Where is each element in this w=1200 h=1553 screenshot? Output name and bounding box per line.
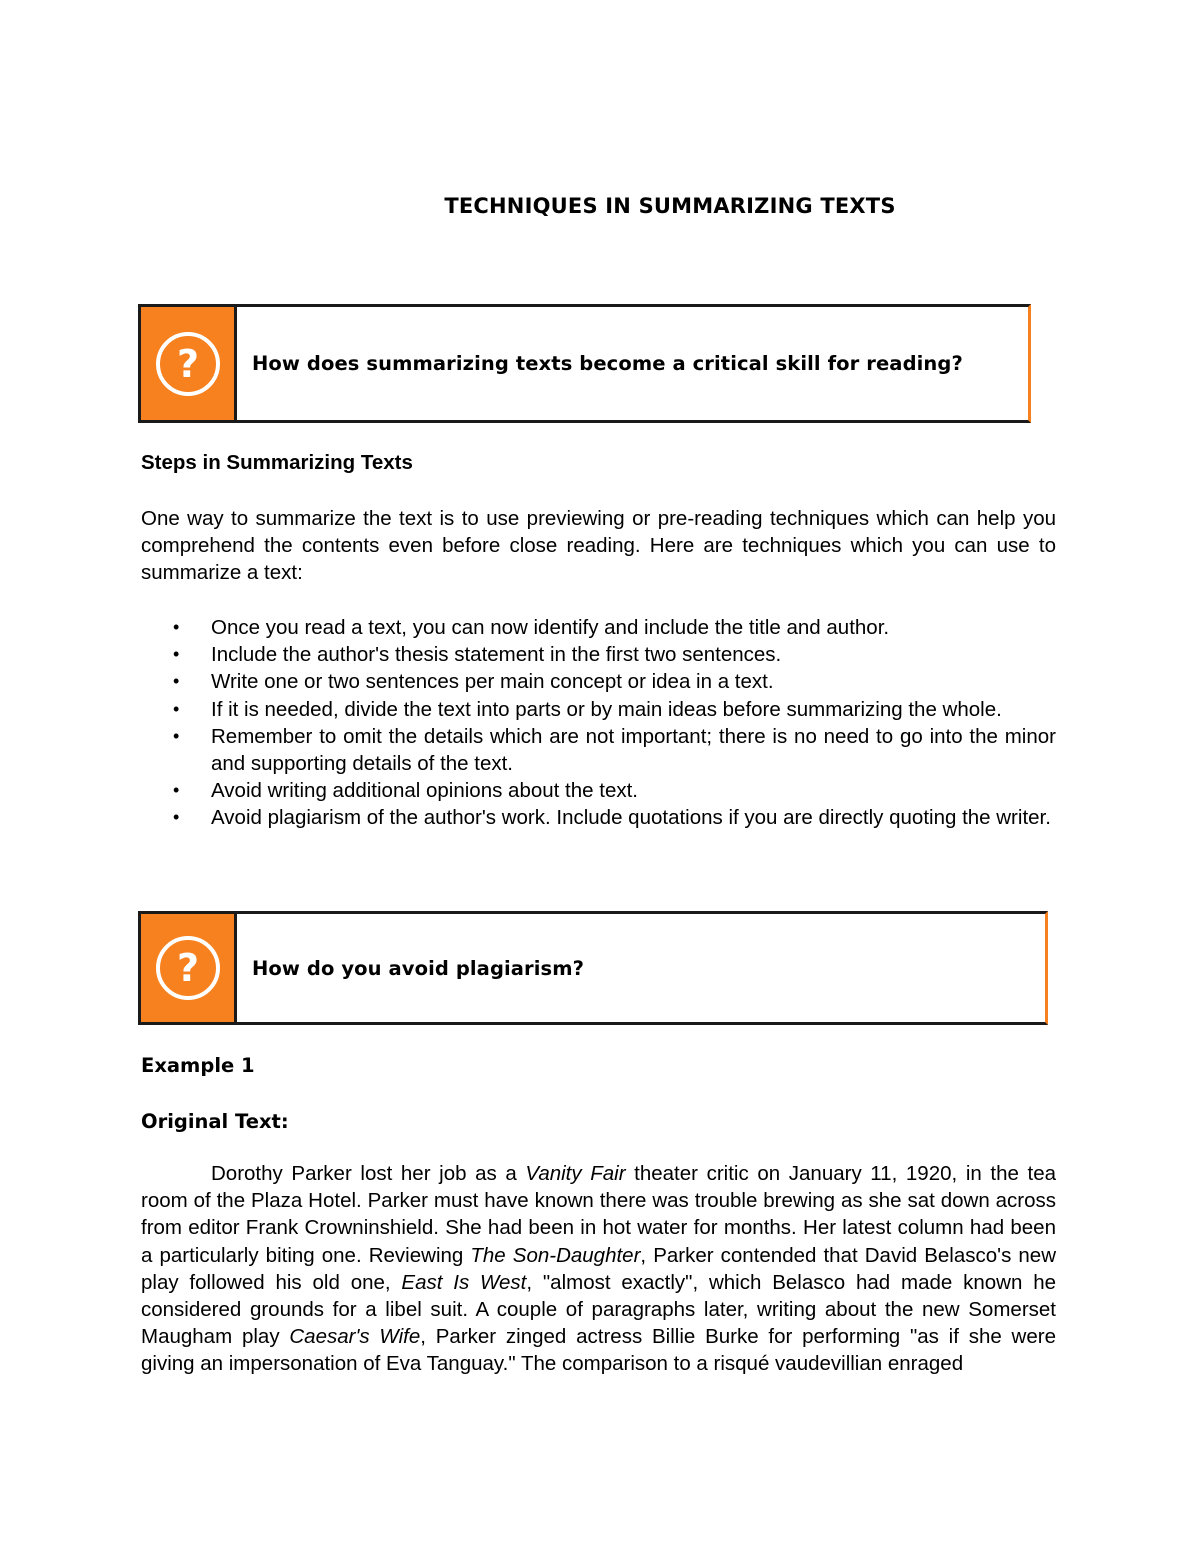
bullet-icon: • [173, 725, 180, 746]
list-item: • Write one or two sentences per main concept or idea in a text. [141, 668, 1056, 695]
svg-text:?: ? [176, 341, 199, 386]
list-item: • If it is needed, divide the text into parts or by main ideas before summarizing the whole. [141, 696, 1056, 723]
italic-title: Caesar's Wife [289, 1325, 421, 1349]
original-text-heading: Original Text: [141, 1110, 289, 1133]
bullet-icon: • [173, 807, 180, 828]
question-callout-plagiarism [138, 911, 1048, 1025]
section-heading-steps: Steps in Summarizing Texts [141, 451, 413, 474]
italic-title: The Son-Daughter [470, 1243, 641, 1267]
steps-list [141, 614, 1056, 832]
bullet-icon: • [173, 644, 180, 665]
list-item: • Remember to omit the details which are not important; there is no need to go into the minor and supporting details of the text. [173, 724, 1056, 776]
list-item: • Include the author's thesis statement in the first two sentences. [141, 641, 1056, 668]
list-item: • Once you read a text, you can now identify and include the title and author. [141, 614, 1056, 641]
example-heading: Example 1 [141, 1054, 255, 1077]
bullet-icon: • [173, 617, 180, 637]
list-item: • Avoid plagiarism of the author's work. Include quotations if you are directly quoting the writer. [141, 804, 1056, 831]
bullet-icon: • [173, 780, 180, 801]
svg-text:?: ? [176, 946, 199, 990]
list-item: • Avoid writing additional opinions about the text. [141, 777, 1056, 804]
callout-question: How do you avoid plagiarism? [252, 956, 585, 980]
original-text-paragraph: Dorothy Parker lost her job as a Vanity Fair theater critic on January 11, 1920, in the tea room of the Plaza Hotel. Parker must have known there was trouble brewing as she sat down across from editor Frank Crowninshield. She had been in hot water for months. Her latest column had been a particularly biting one. Reviewing The Son-Daughter, Parker contended that David Belasco's new play followed his old one, East Is West, "almost exactly", which Belasco had made known he considered grounds for a libel suit. A couple of paragraphs later, writing about the new Somerset Maugham play Caesar's Wife, Parker zinged actress Billie Burke for performing "as if she were giving an impersonation of Eva Tanguay." The comparison to a risqué vaudevillian enraged [141, 1162, 1057, 1376]
callout-icon-cell [141, 307, 237, 420]
question-callout-summarizing [138, 304, 1031, 423]
bullet-icon: • [173, 698, 180, 719]
question-circle-icon [153, 933, 223, 1003]
italic-title: Vanity Fair [525, 1162, 626, 1185]
italic-title: East Is West [401, 1270, 527, 1294]
bullet-icon: • [173, 671, 180, 692]
question-circle-icon [153, 329, 223, 399]
callout-icon-cell [141, 914, 237, 1022]
intro-paragraph: One way to summarize the text is to use previewing or pre-reading techniques which can help you comprehend the contents even before close reading. Here are techniques which you can use to summarize a text: [141, 507, 1056, 585]
callout-question: How does summarizing texts become a critical skill for reading? [252, 352, 963, 375]
document-title: TECHNIQUES IN SUMMARIZING TEXTS [444, 194, 896, 218]
